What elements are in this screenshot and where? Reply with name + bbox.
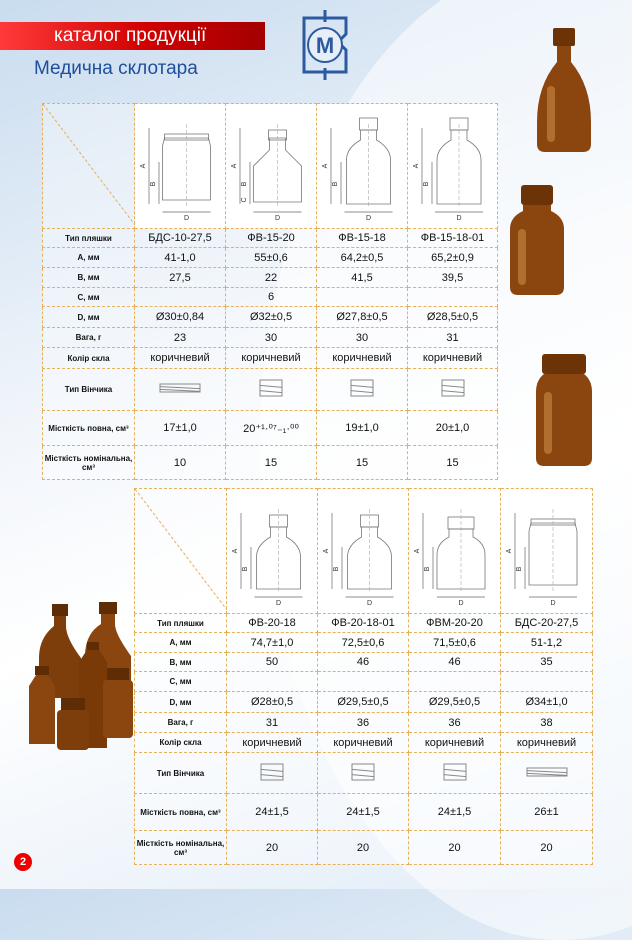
- neck-type-cell: [135, 369, 226, 411]
- neck-type-cell: [408, 369, 498, 411]
- bottle-drawing: [227, 489, 318, 614]
- table-cell: ФВ-15-20: [226, 229, 317, 248]
- neck-type-cell: [317, 369, 408, 411]
- neck-thread-icon: [258, 378, 284, 398]
- table-cell: коричневий: [226, 348, 317, 369]
- table-cell: Ø27,8±0,5: [317, 307, 408, 328]
- table-cell: 20: [501, 831, 593, 865]
- neck-thread-icon: [350, 762, 376, 782]
- table-row: [135, 713, 593, 733]
- bottle-drawing: [409, 489, 501, 614]
- table-cell: 17±1,0: [135, 411, 226, 446]
- spec-table-2: [134, 488, 593, 865]
- table-cell: БДС-10-27,5: [135, 229, 226, 248]
- table-cell: 30: [226, 328, 317, 348]
- amber-bottle-photo: [508, 183, 566, 297]
- row-label: C, мм: [43, 288, 135, 307]
- table-row: [135, 753, 593, 794]
- row-label: Вага, г: [135, 713, 227, 733]
- table-row: [43, 411, 498, 446]
- table-cell: коричневий: [408, 348, 498, 369]
- table-cell: 20±1,0: [408, 411, 498, 446]
- row-label: Тип Вінчика: [135, 753, 227, 794]
- row-label: Місткість повна, см³: [135, 794, 227, 831]
- table-cell: коричневий: [409, 733, 501, 753]
- table-cell: [317, 288, 408, 307]
- bottle-drawing: [501, 489, 593, 614]
- table-cell: 46: [409, 653, 501, 672]
- row-label: Тип пляшки: [43, 229, 135, 248]
- table-cell: ФВ-20-18-01: [318, 614, 409, 633]
- table-row: [43, 348, 498, 369]
- table-cell: 51-1,2: [501, 633, 593, 653]
- table-cell: 20: [409, 831, 501, 865]
- table-cell: Ø29,5±0,5: [409, 692, 501, 713]
- table-cell: 6: [226, 288, 317, 307]
- table-cell: 31: [408, 328, 498, 348]
- row-label: B, мм: [43, 268, 135, 288]
- table-cell: коричневий: [318, 733, 409, 753]
- bottle-drawing: [135, 104, 226, 229]
- table-cell: [318, 672, 409, 692]
- dimension-label: B: [150, 181, 157, 187]
- dimension-label: A: [506, 548, 513, 554]
- neck-type-cell: [226, 369, 317, 411]
- page-title: Медична склотара: [34, 58, 198, 79]
- table-row: [135, 692, 593, 713]
- table-cell: 15: [226, 446, 317, 480]
- bottle-drawing: [317, 104, 408, 229]
- table-cell: коричневий: [227, 733, 318, 753]
- table-cell: 46: [318, 653, 409, 672]
- table-row: [43, 307, 498, 328]
- table-row: [135, 633, 593, 653]
- amber-bottle-photo: [533, 26, 595, 154]
- row-label: Тип Вінчика: [43, 369, 135, 411]
- neck-type-cell: [501, 753, 593, 794]
- table-row: [135, 733, 593, 753]
- dimension-label: A: [322, 163, 329, 169]
- table-cell: 10: [135, 446, 226, 480]
- table-cell: 50: [227, 653, 318, 672]
- neck-type-cell: [227, 753, 318, 794]
- dimension-label: D: [365, 215, 372, 222]
- table-cell: 15: [317, 446, 408, 480]
- table-cell: 23: [135, 328, 226, 348]
- table-cell: 20: [318, 831, 409, 865]
- dimension-label: B: [241, 181, 248, 187]
- table-row: [43, 328, 498, 348]
- row-label: Тип пляшки: [135, 614, 227, 633]
- bottle-drawing: [408, 104, 498, 229]
- table-cell: 20⁺¹·⁰⁷₋₁·⁰⁰: [226, 411, 317, 446]
- table-cell: Ø29,5±0,5: [318, 692, 409, 713]
- dimension-label: D: [183, 215, 190, 222]
- neck-thread-icon: [442, 762, 468, 782]
- table-cell: Ø34±1,0: [501, 692, 593, 713]
- table-cell: 39,5: [408, 268, 498, 288]
- row-label: Колір скла: [43, 348, 135, 369]
- table-cell: 74,7±1,0: [227, 633, 318, 653]
- table-row: [135, 831, 593, 865]
- dimension-label: A: [232, 548, 239, 554]
- dimension-label: D: [274, 215, 281, 222]
- table-cell: [408, 288, 498, 307]
- table-cell: [409, 672, 501, 692]
- table-cell: 27,5: [135, 268, 226, 288]
- dimension-label: D: [366, 600, 373, 607]
- dimension-label: A: [323, 548, 330, 554]
- table-cell: 19±1,0: [317, 411, 408, 446]
- table-cell: [501, 672, 593, 692]
- table-cell: 55±0,6: [226, 248, 317, 268]
- bottle-drawing: [318, 489, 409, 614]
- dimension-label: B: [332, 181, 339, 187]
- dimension-label: B: [424, 566, 431, 572]
- table-row: [43, 288, 498, 307]
- page-number: 2: [14, 853, 32, 871]
- table-cell: БДС-20-27,5: [501, 614, 593, 633]
- row-label: A, мм: [135, 633, 227, 653]
- table-cell: ФВ-20-18: [227, 614, 318, 633]
- table-cell: 20: [227, 831, 318, 865]
- dimension-label: A: [231, 163, 238, 169]
- table-cell: 64,2±0,5: [317, 248, 408, 268]
- table-cell: 24±1,5: [227, 794, 318, 831]
- table-cell: Ø32±0,5: [226, 307, 317, 328]
- dimension-label: A: [413, 163, 420, 169]
- row-label: Місткість повна, см³: [43, 411, 135, 446]
- table-cell: [135, 288, 226, 307]
- neck-thread-icon: [349, 378, 375, 398]
- row-label: Вага, г: [43, 328, 135, 348]
- header-diagonal-cell: [43, 104, 135, 229]
- neck-thread-icon: [259, 762, 285, 782]
- table-cell: 65,2±0,9: [408, 248, 498, 268]
- dimension-label: B: [423, 181, 430, 187]
- table-cell: 38: [501, 713, 593, 733]
- dimension-label: D: [458, 600, 464, 607]
- dimension-label: D: [550, 600, 556, 607]
- neck-type-cell: [409, 753, 501, 794]
- company-logo: [294, 8, 356, 82]
- table-row: [135, 794, 593, 831]
- table-cell: 41-1,0: [135, 248, 226, 268]
- bottle-drawing: [226, 104, 317, 229]
- table-row: [43, 229, 498, 248]
- table-cell: Ø28±0,5: [227, 692, 318, 713]
- table-cell: 30: [317, 328, 408, 348]
- table-cell: коричневий: [135, 348, 226, 369]
- neck-type-cell: [318, 753, 409, 794]
- spec-table-1: [42, 103, 498, 480]
- table-row: [135, 653, 593, 672]
- table-row: [43, 446, 498, 480]
- dimension-label: A: [140, 163, 147, 169]
- table-cell: 36: [318, 713, 409, 733]
- neck-thread-icon: [525, 766, 569, 778]
- table-cell: коричневий: [317, 348, 408, 369]
- table-row: [135, 672, 593, 692]
- row-label: B, мм: [135, 653, 227, 672]
- row-label: Колір скла: [135, 733, 227, 753]
- table-row: [135, 614, 593, 633]
- table-cell: 36: [409, 713, 501, 733]
- table-cell: Ø30±0,84: [135, 307, 226, 328]
- row-label: Місткість номінальна, см³: [43, 446, 135, 480]
- bottle-group-photo: [25, 598, 135, 753]
- table-row: [43, 369, 498, 411]
- table-cell: 26±1: [501, 794, 593, 831]
- table-cell: коричневий: [501, 733, 593, 753]
- neck-thread-icon: [440, 378, 466, 398]
- table-cell: 24±1,5: [409, 794, 501, 831]
- row-label: D, мм: [135, 692, 227, 713]
- table-cell: ФВМ-20-20: [409, 614, 501, 633]
- table-cell: 35: [501, 653, 593, 672]
- table-cell: 41,5: [317, 268, 408, 288]
- dimension-label: D: [456, 215, 462, 222]
- dimension-label: B: [242, 566, 249, 572]
- table-cell: ФВ-15-18: [317, 229, 408, 248]
- logo-letter: М: [315, 33, 335, 58]
- row-label: D, мм: [43, 307, 135, 328]
- table-row: [43, 268, 498, 288]
- catalog-banner: каталог продукції: [0, 22, 265, 50]
- dimension-label: D: [275, 600, 282, 607]
- table-cell: [227, 672, 318, 692]
- table-row: [43, 248, 498, 268]
- dimension-label: C: [241, 197, 248, 203]
- row-label: A, мм: [43, 248, 135, 268]
- row-label: C, мм: [135, 672, 227, 692]
- table-cell: ФВ-15-18-01: [408, 229, 498, 248]
- header-diagonal-cell: [135, 489, 227, 614]
- dimension-label: A: [414, 548, 421, 554]
- table-cell: 31: [227, 713, 318, 733]
- table-cell: 72,5±0,6: [318, 633, 409, 653]
- amber-bottle-photo: [534, 352, 594, 468]
- neck-thread-icon: [158, 382, 202, 394]
- dimension-label: B: [333, 566, 340, 572]
- table-cell: 71,5±0,6: [409, 633, 501, 653]
- table-cell: 24±1,5: [318, 794, 409, 831]
- dimension-label: B: [516, 566, 523, 572]
- row-label: Місткість номінальна, см³: [135, 831, 227, 865]
- table-cell: 15: [408, 446, 498, 480]
- table-cell: Ø28,5±0,5: [408, 307, 498, 328]
- table-cell: 22: [226, 268, 317, 288]
